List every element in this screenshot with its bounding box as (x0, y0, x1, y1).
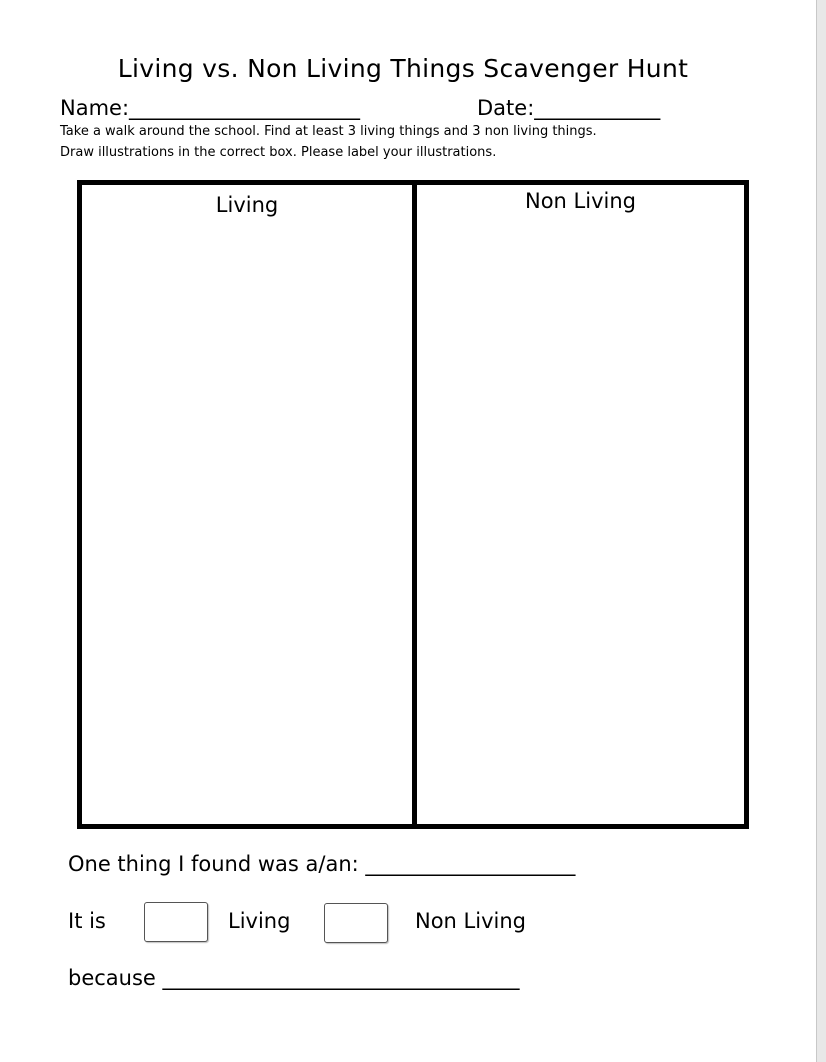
instruction-line-1: Take a walk around the school. Find at least 3 living things and 3 non living things. (60, 124, 597, 139)
non-living-option-label: Non Living (415, 909, 526, 933)
living-column-heading: Living (215, 193, 279, 217)
non-living-column-heading: Non Living (525, 189, 636, 213)
it-is-label: It is (68, 909, 106, 933)
sorting-table (77, 180, 749, 829)
page-title: Living vs. Non Living Things Scavenger Hunt (117, 54, 689, 83)
because-line: because __________________________________ (68, 966, 520, 990)
found-item-line: One thing I found was a/an: ____________________ (68, 852, 576, 876)
instruction-line-2: Draw illustrations in the correct box. Please label your illustrations. (60, 145, 497, 160)
name-field-line: Name:______________________ (60, 96, 361, 120)
living-option-label: Living (228, 909, 291, 933)
column-divider (412, 185, 417, 824)
living-checkbox[interactable] (144, 902, 208, 942)
page-edge (816, 0, 826, 1062)
date-field-line: Date:____________ (477, 96, 661, 120)
non-living-checkbox[interactable] (324, 903, 388, 943)
